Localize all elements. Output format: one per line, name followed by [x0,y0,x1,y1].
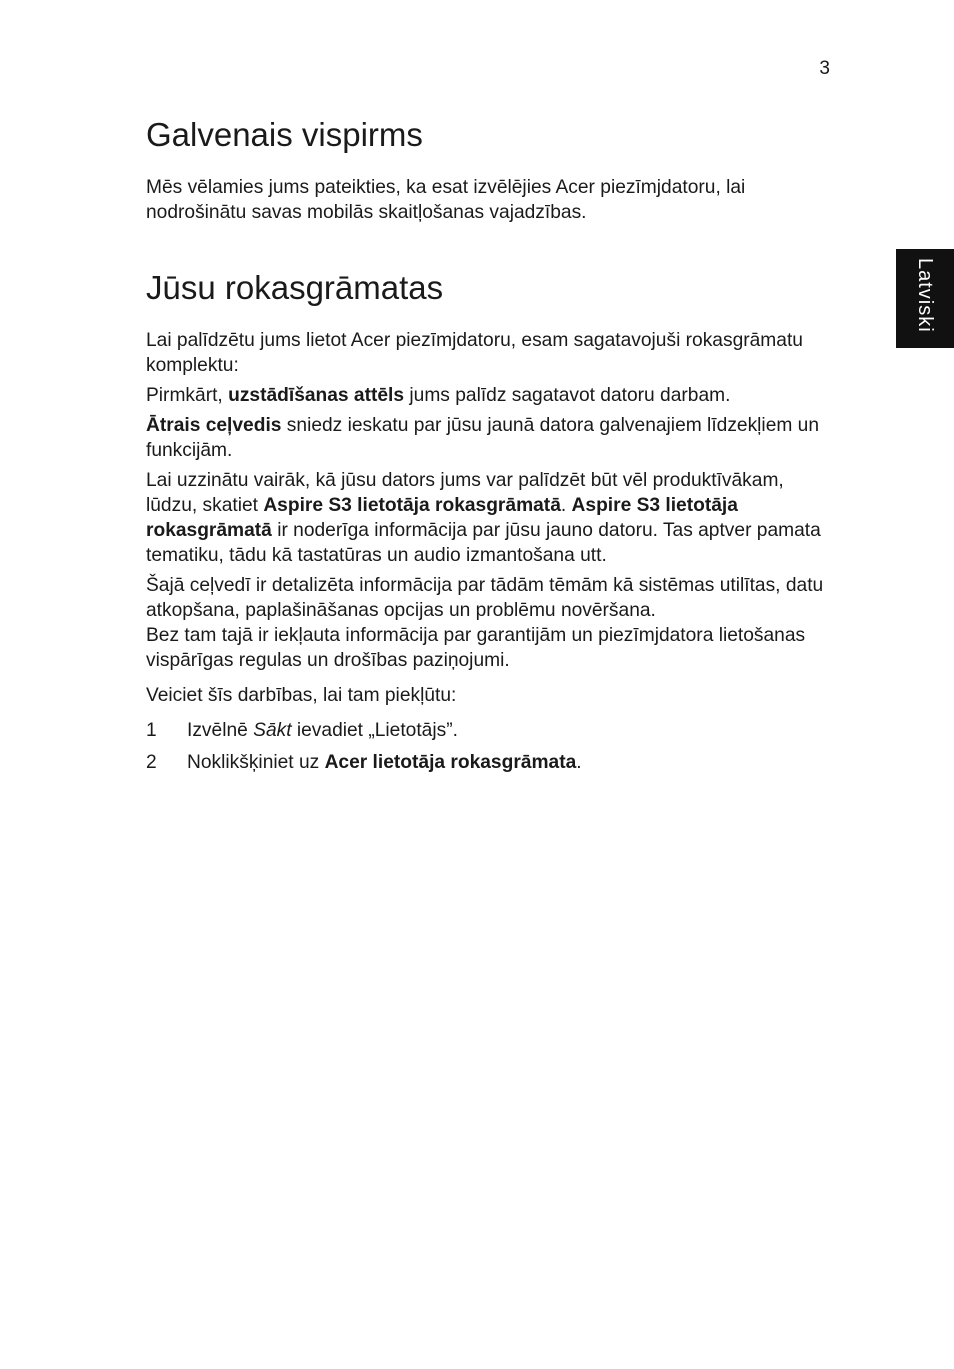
step-1-text-pre: Izvēlnē [187,720,254,741]
access-step-2 [146,750,831,775]
quick-guide-paragraph [146,413,831,463]
page-number: 3 [819,58,830,79]
user-manual-title-1: Aspire S3 lietotāja rokasgrāmatā [263,495,561,516]
step-2-text-post: . [576,752,582,773]
step-number: 1 [146,720,157,741]
step-text [187,750,582,775]
quick-guide-title: Ātrais ceļvedis [146,415,282,436]
setup-poster-title: uzstādīšanas attēls [228,385,405,406]
access-steps-list [146,718,831,775]
guides-intro-paragraph: Lai palīdzētu jums lietot Acer piezīmjdatoru, esam sagatavojuši rokasgrāmatu komplektu: [146,330,803,376]
section-title-first-things-first: Galvenais vispirms [146,116,423,153]
access-step-1 [146,718,831,743]
user-manual-text-post: ir noderīga informācija par jūsu jauno datoru. Tas aptver pamata tematiku, tādu kā tastatūras un audio izmantošana utt. [146,520,821,566]
access-steps-intro: Veiciet šīs darbības, lai tam piekļūtu: [146,685,457,706]
user-manual-title-2: Aspire S3 lietotāja rokasgrāmatā [146,495,738,541]
intro-paragraph: Mēs vēlamies jums pateikties, ka esat izvēlējies Acer piezīmjdatoru, lai nodrošinātu savas mobilās skaitļošanas vajadzības. [146,177,746,223]
step-2-text-pre: Noklikšķiniet uz [187,752,325,773]
guide-details-paragraph: Šajā ceļvedī ir detalizēta informācija par tādām tēmām kā sistēmas utilītas, datu atkopšana, paplašināšanas opcijas un problēmu novēršana. [146,575,824,621]
guide-warranty-paragraph: Bez tam tajā ir iekļauta informācija par garantijām un piezīmjdatora lietošanas vispārīgas regulas un drošības paziņojumi. [146,625,806,671]
language-tab-label: Latviski [914,258,936,333]
setup-poster-text-pre: Pirmkārt, [146,385,229,406]
user-manual-text-pre: Lai uzzinātu vairāk, kā jūsu dators jums var palīdzēt būt vēl produktīvākam, lūdzu, skatiet [146,470,784,516]
section-title-your-guides: Jūsu rokasgrāmatas [146,269,444,306]
user-manual-paragraph [146,468,831,568]
language-tab [896,249,954,348]
user-guide-name: Acer lietotāja rokasgrāmata [324,752,577,773]
setup-poster-paragraph [146,383,831,408]
step-number: 2 [146,752,157,773]
quick-guide-text: sniedz ieskatu par jūsu jaunā datora galvenajiem līdzekļiem un funkcijām. [146,415,820,461]
setup-poster-text-post: jums palīdz sagatavot datoru darbam. [404,385,731,406]
step-text [187,718,458,743]
page-content [146,112,831,782]
start-menu-name: Sākt [253,720,292,741]
step-1-text-post: ievadiet „Lietotājs”. [291,720,458,741]
user-manual-text-mid: . [560,495,572,516]
